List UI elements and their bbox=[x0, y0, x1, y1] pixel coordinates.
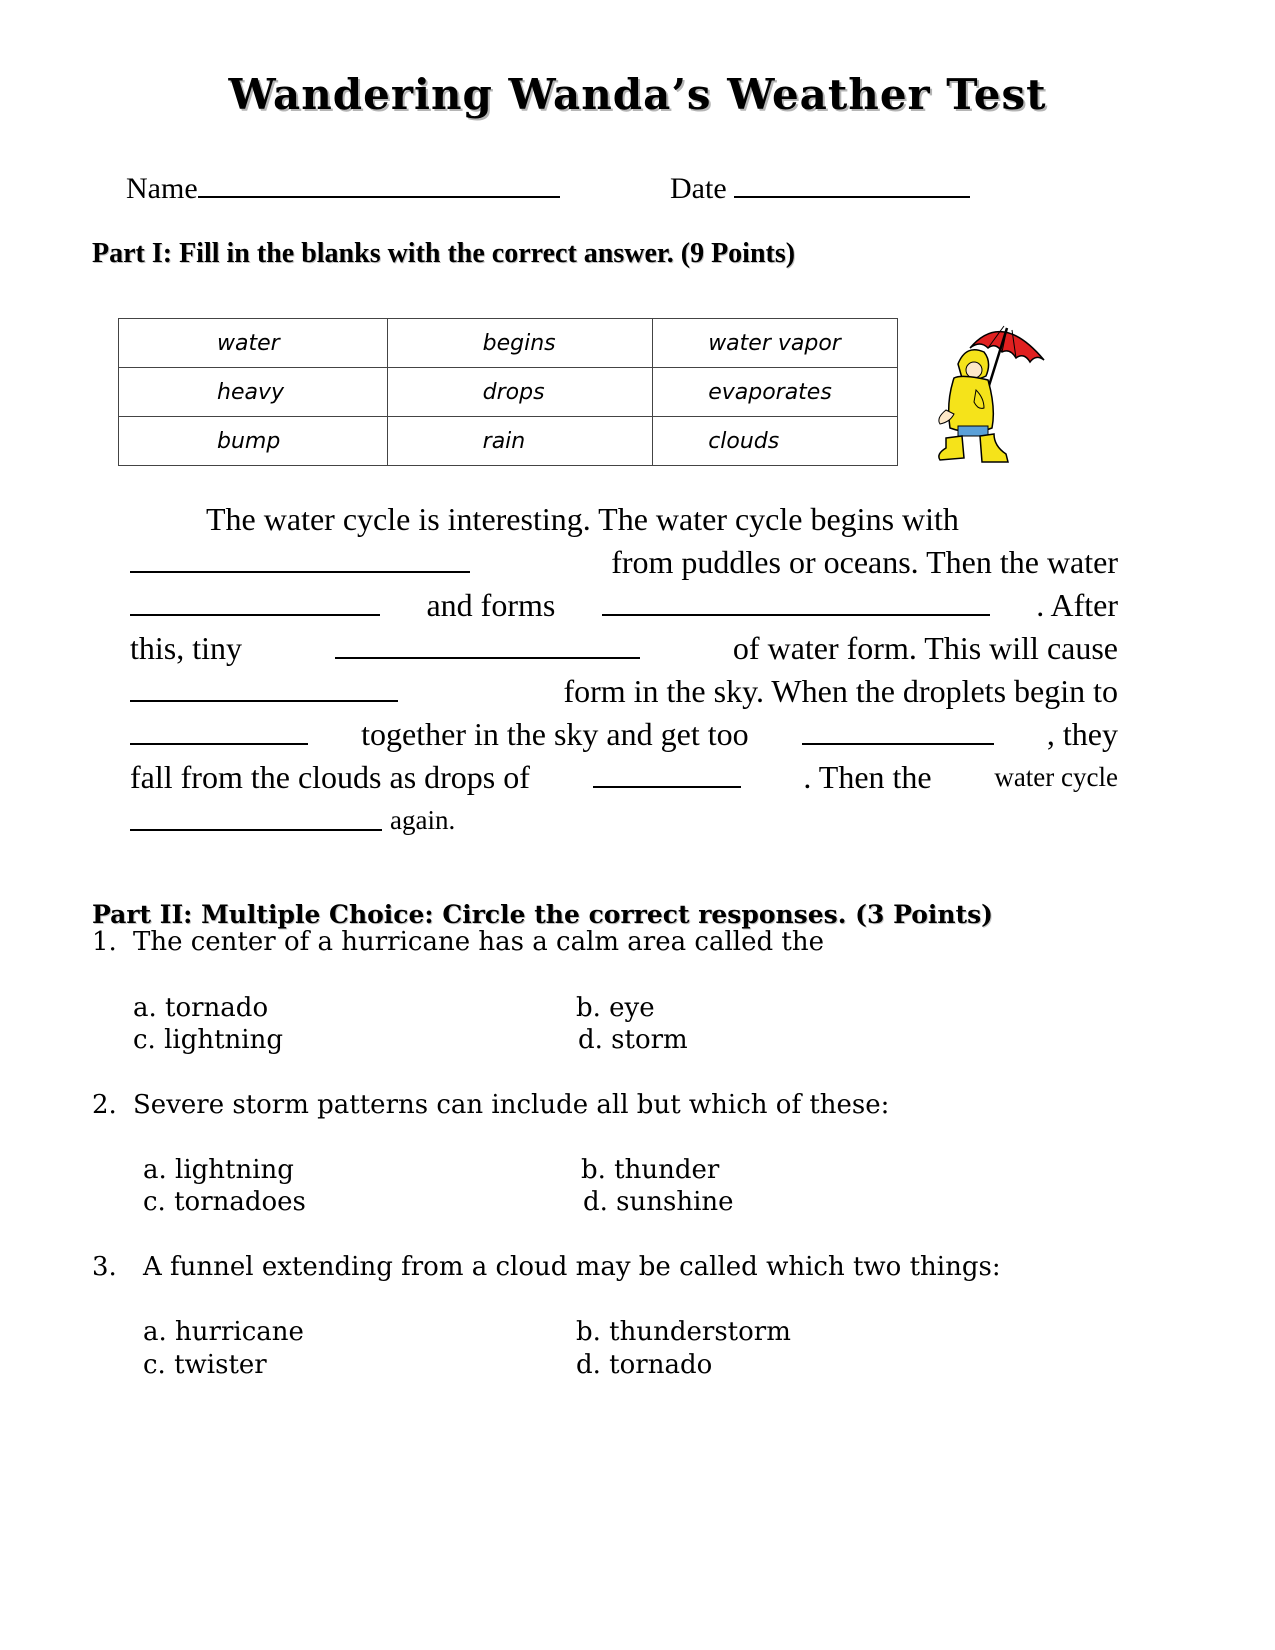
passage-text: this, tiny bbox=[130, 630, 243, 666]
passage-text: The water cycle is interesting. The water cycle begins with bbox=[206, 501, 959, 537]
word-bank-cell: begins bbox=[387, 319, 653, 368]
passage-line bbox=[130, 799, 1118, 842]
blank-8[interactable] bbox=[593, 756, 741, 788]
passage-text: together in the sky and get too bbox=[361, 716, 749, 752]
choice-a[interactable]: a. lightning bbox=[143, 1155, 294, 1185]
fill-in-passage bbox=[130, 498, 1118, 842]
date-label: Date bbox=[670, 172, 727, 205]
passage-line bbox=[130, 756, 1118, 799]
question-text: Severe storm patterns can include all but which of these: bbox=[133, 1090, 890, 1120]
passage-line bbox=[130, 713, 1118, 756]
blank-2[interactable] bbox=[130, 584, 380, 616]
passage-text: and forms bbox=[426, 587, 556, 623]
blank-4[interactable] bbox=[335, 627, 640, 659]
choice-c[interactable]: c. tornadoes bbox=[143, 1187, 306, 1217]
choice-d[interactable]: d. sunshine bbox=[583, 1187, 734, 1217]
page-title: Wandering Wanda’s Weather Test bbox=[228, 70, 1047, 119]
blank-3[interactable] bbox=[602, 584, 990, 616]
table-row bbox=[119, 368, 898, 417]
passage-text: of water form. This will cause bbox=[732, 630, 1118, 666]
passage-text: water cycle bbox=[994, 762, 1118, 792]
passage-text: . After bbox=[1036, 587, 1118, 623]
part2-heading: Part II: Multiple Choice: Circle the correct responses. (3 Points) bbox=[92, 900, 994, 929]
word-bank-table bbox=[118, 318, 898, 466]
passage-text: fall from the clouds as drops of bbox=[130, 759, 530, 795]
passage-line bbox=[130, 584, 1118, 627]
choice-c[interactable]: c. twister bbox=[143, 1350, 267, 1380]
word-bank-cell: heavy bbox=[119, 368, 388, 417]
table-row bbox=[119, 417, 898, 466]
blank-7[interactable] bbox=[802, 713, 994, 745]
word-bank-cell: drops bbox=[387, 368, 653, 417]
question-number: 3. bbox=[92, 1252, 117, 1282]
choice-b[interactable]: b. eye bbox=[576, 993, 655, 1023]
part1-heading: Part I: Fill in the blanks with the correct answer. (9 Points) bbox=[92, 238, 796, 269]
date-line bbox=[670, 166, 970, 206]
question-text: The center of a hurricane has a calm area called the bbox=[133, 927, 824, 957]
girl-with-umbrella-icon bbox=[932, 318, 1057, 468]
question-number: 1. bbox=[92, 927, 117, 957]
passage-line bbox=[130, 670, 1118, 713]
name-line bbox=[126, 166, 560, 206]
name-field[interactable] bbox=[198, 166, 560, 198]
passage-text: again. bbox=[390, 805, 456, 835]
table-row bbox=[119, 319, 898, 368]
choice-b[interactable]: b. thunderstorm bbox=[576, 1317, 791, 1347]
word-bank-cell: rain bbox=[387, 417, 653, 466]
choice-d[interactable]: d. tornado bbox=[576, 1350, 713, 1380]
passage-text: , they bbox=[1046, 716, 1118, 752]
word-bank-cell: evaporates bbox=[653, 368, 898, 417]
passage-text: from puddles or oceans. Then the water bbox=[611, 544, 1118, 580]
choice-a[interactable]: a. tornado bbox=[133, 993, 269, 1023]
name-label: Name bbox=[126, 172, 198, 205]
passage-line bbox=[130, 627, 1118, 670]
passage-text: . Then the bbox=[803, 759, 932, 795]
question-number: 2. bbox=[92, 1090, 117, 1120]
blank-9[interactable] bbox=[130, 799, 382, 831]
choice-b[interactable]: b. thunder bbox=[581, 1155, 720, 1185]
blank-1[interactable] bbox=[130, 541, 470, 573]
blank-5[interactable] bbox=[130, 670, 398, 702]
word-bank-cell: water vapor bbox=[653, 319, 898, 368]
word-bank-cell: bump bbox=[119, 417, 388, 466]
date-field[interactable] bbox=[734, 166, 970, 198]
passage-line bbox=[130, 498, 1118, 541]
choice-c[interactable]: c. lightning bbox=[133, 1025, 284, 1055]
blank-6[interactable] bbox=[130, 713, 308, 745]
passage-line bbox=[130, 541, 1118, 584]
word-bank-cell: clouds bbox=[653, 417, 898, 466]
word-bank-cell: water bbox=[119, 319, 388, 368]
choice-a[interactable]: a. hurricane bbox=[143, 1317, 304, 1347]
passage-text: form in the sky. When the droplets begin to bbox=[563, 673, 1118, 709]
choice-d[interactable]: d. storm bbox=[578, 1025, 688, 1055]
question-text: A funnel extending from a cloud may be called which two things: bbox=[143, 1252, 1001, 1282]
